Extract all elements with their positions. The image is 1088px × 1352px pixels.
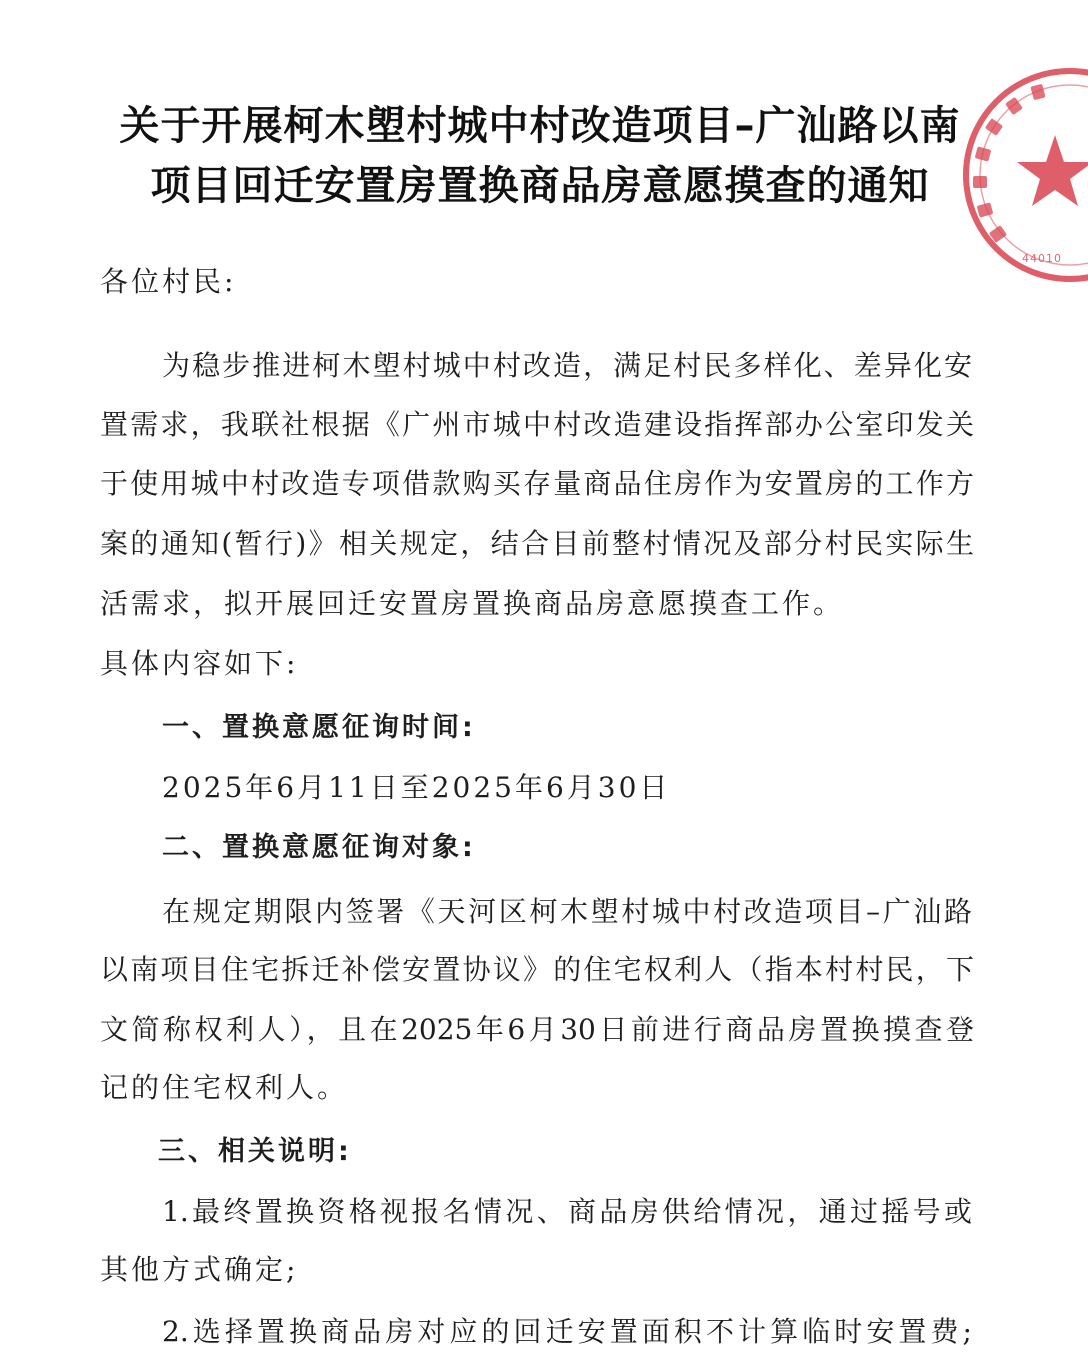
title-line-2: 项目回迁安置房置换商品房意愿摸查的通知	[150, 163, 930, 209]
section-2-line-1: 在规定期限内签署《天河区柯木塱村城中村改造项目–广汕路	[162, 895, 972, 928]
section-2-line-2: 以南项目住宅拆迁补偿安置协议》的住宅权利人（指本村村民，下	[100, 953, 974, 986]
section-3-heading: 三、相关说明:	[158, 1136, 352, 1167]
section-2-line-3: 文简称权利人），且在2025年6月30日前进行商品房置换摸查登	[100, 1013, 974, 1046]
section-3-item-2-line-1: 2.选择置换商品房对应的回迁安置面积不计算临时安置费;	[162, 1315, 972, 1348]
content-lead: 具体内容如下:	[100, 647, 299, 680]
official-seal	[960, 65, 1088, 285]
seal-code: 44010	[1022, 252, 1062, 265]
title-line-1: 关于开展柯木塱村城中村改造项目–广汕路以南	[119, 103, 961, 149]
section-2-line-4: 记的住宅权利人。	[100, 1071, 349, 1104]
intro-line-4: 案的通知(暂行)》相关规定，结合目前整村情况及部分村民实际生	[100, 527, 974, 560]
intro-line-1: 为稳步推进柯木塱村城中村改造，满足村民多样化、差异化安	[162, 349, 972, 382]
salutation: 各位村民:	[100, 265, 237, 298]
intro-line-5: 活需求，拟开展回迁安置房置换商品房意愿摸查工作。	[100, 587, 845, 620]
intro-line-2: 置需求，我联社根据《广州市城中村改造建设指挥部办公室印发关	[100, 408, 974, 441]
section-2-heading: 二、置换意愿征询对象:	[162, 832, 476, 863]
section-3-item-1-line-1: 1.最终置换资格视报名情况、商品房供给情况，通过摇号或	[162, 1195, 972, 1228]
section-1-text: 2025年6月11日至2025年6月30日	[162, 771, 671, 804]
intro-line-3: 于使用城中村改造专项借款购买存量商品住房作为安置房的工作方	[100, 467, 974, 500]
seal-star-icon	[1017, 135, 1088, 206]
section-3-item-1-line-2: 其他方式确定;	[100, 1253, 299, 1286]
section-1-heading: 一、置换意愿征询时间:	[162, 712, 476, 743]
